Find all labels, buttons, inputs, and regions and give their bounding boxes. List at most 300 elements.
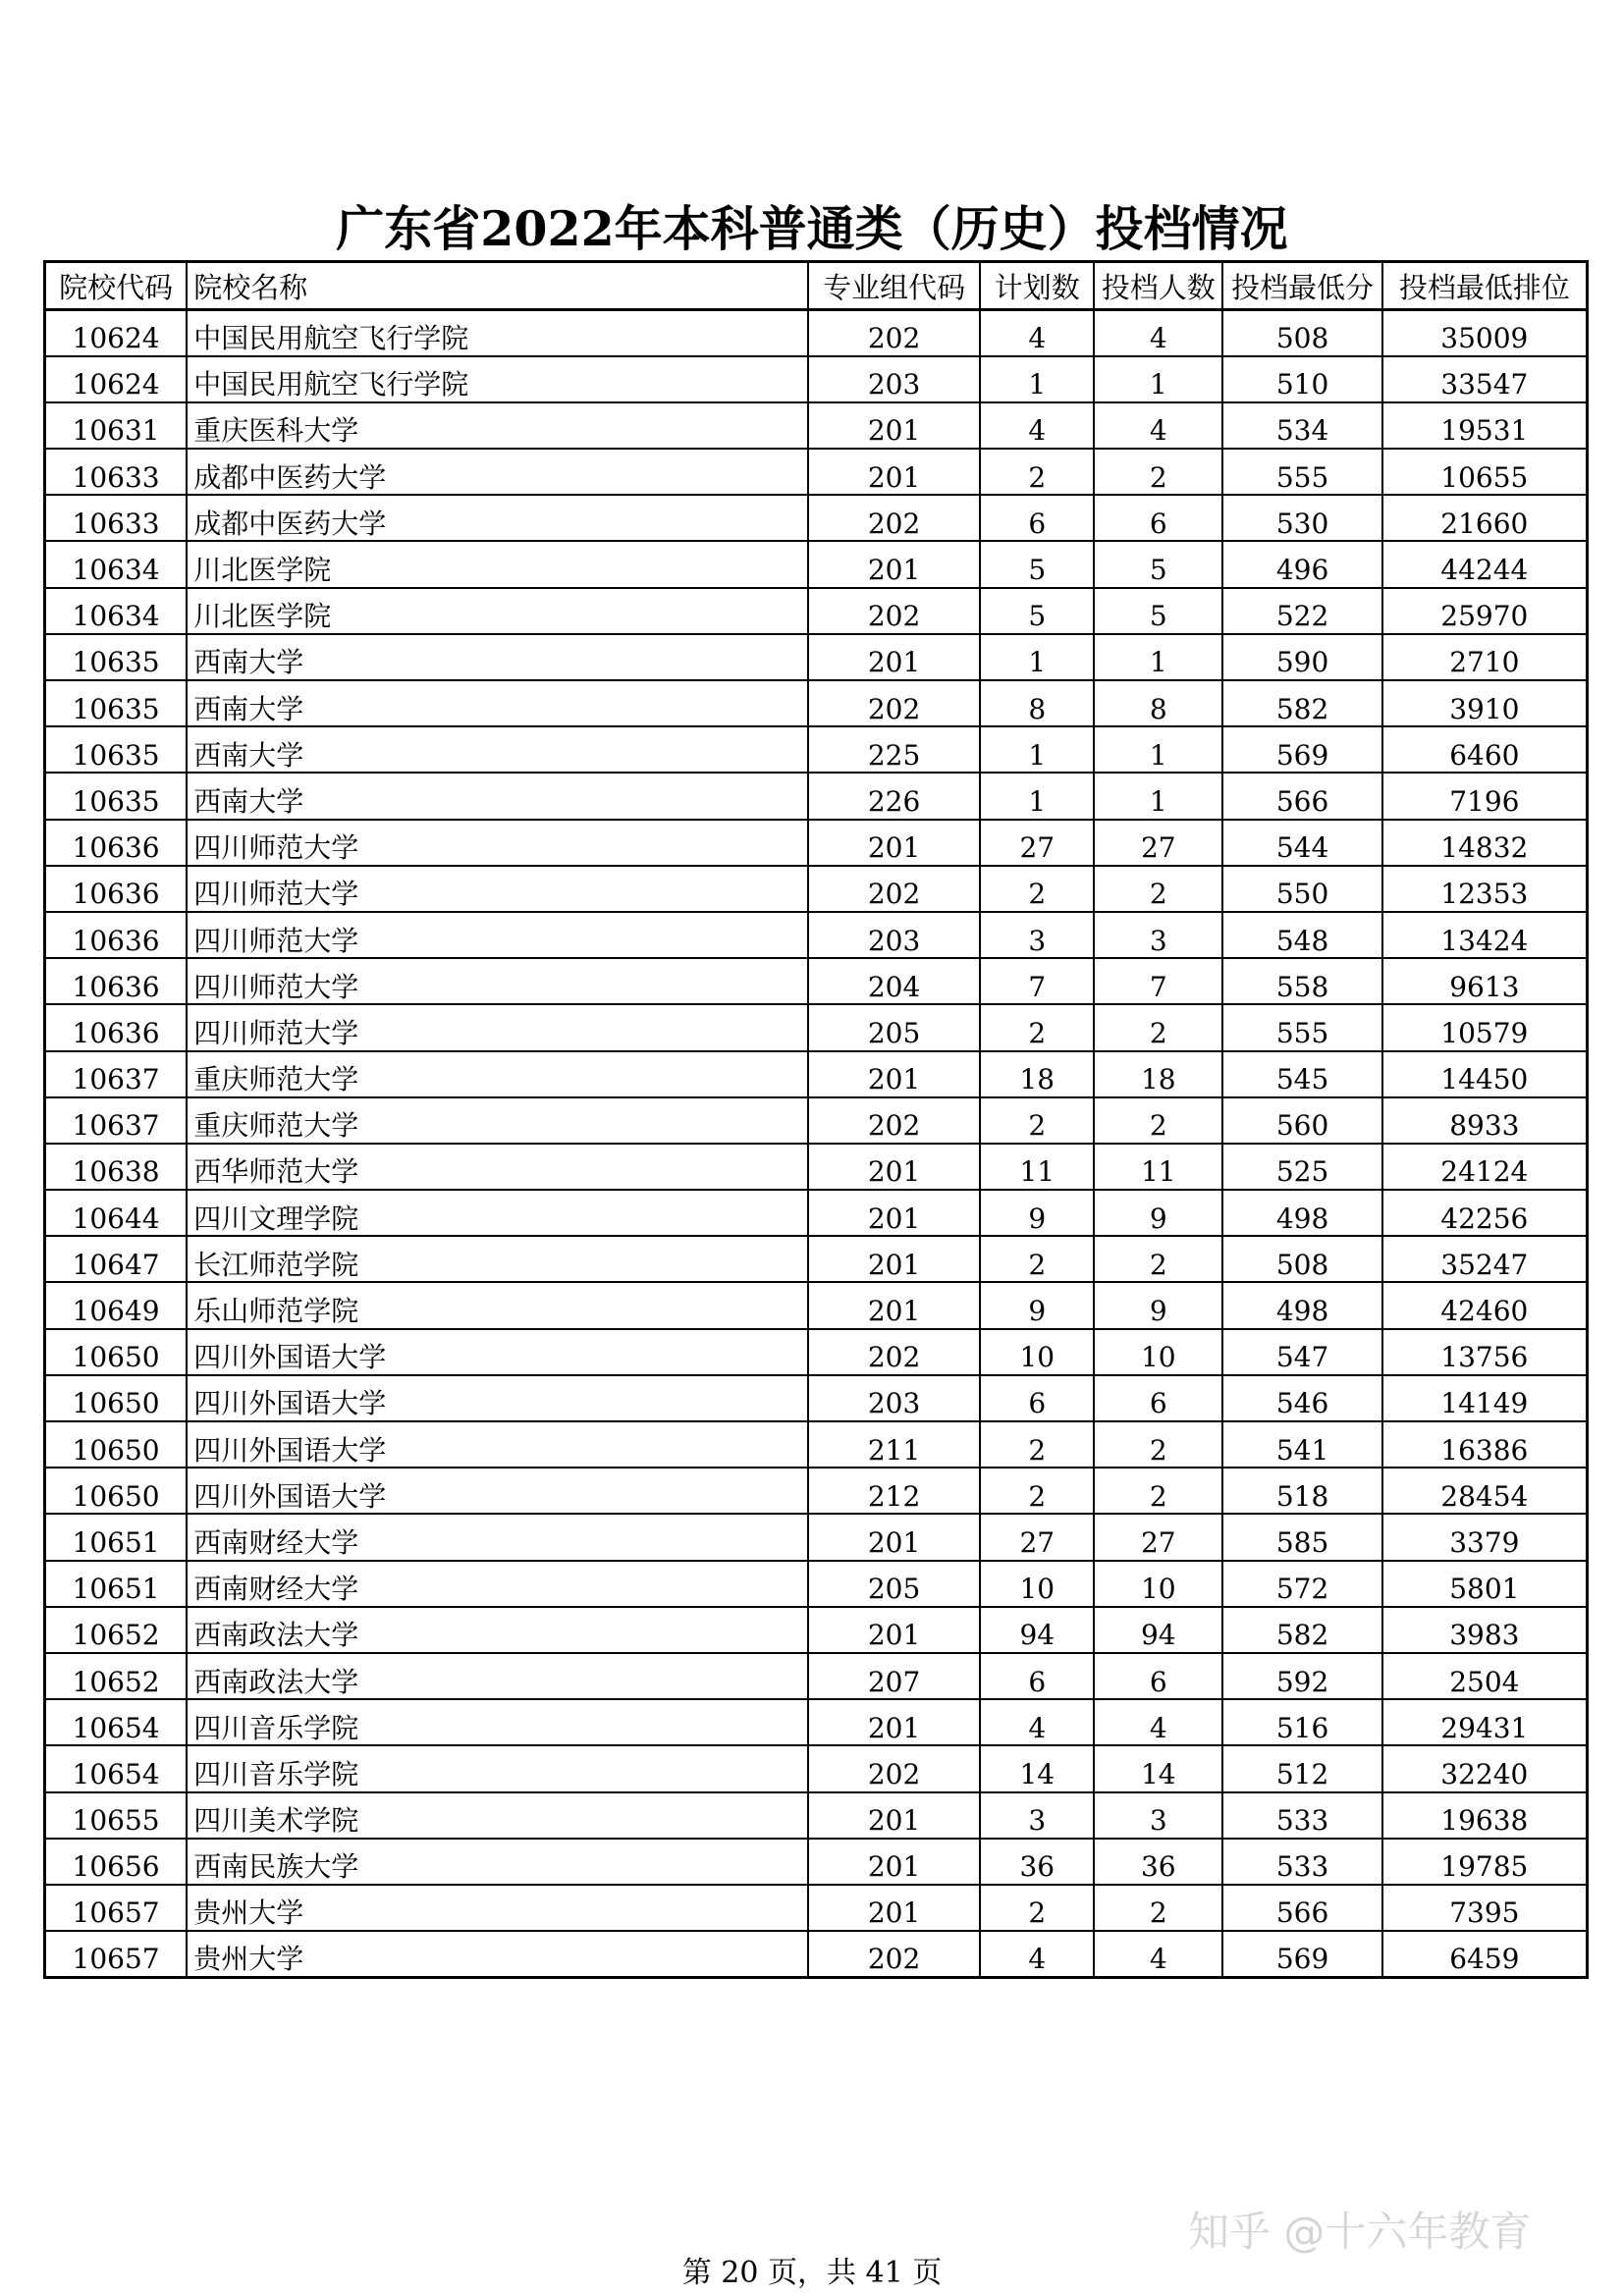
cell-min-rank: 44244 — [1382, 541, 1588, 587]
cell-plan-count: 8 — [980, 680, 1094, 726]
cell-school-code: 10634 — [45, 588, 188, 634]
cell-school-code: 10657 — [45, 1885, 188, 1931]
cell-min-rank: 28454 — [1382, 1468, 1588, 1514]
cell-school-code: 10650 — [45, 1375, 188, 1421]
cell-admitted-count: 18 — [1094, 1051, 1222, 1097]
cell-admitted-count: 1 — [1094, 634, 1222, 680]
cell-min-rank: 19785 — [1382, 1839, 1588, 1885]
cell-group-code: 201 — [808, 1190, 981, 1236]
cell-admitted-count: 3 — [1094, 912, 1222, 958]
cell-min-score: 533 — [1222, 1839, 1381, 1885]
table-row — [45, 495, 1588, 541]
cell-admitted-count: 9 — [1094, 1190, 1222, 1236]
header-school-name: 院校名称 — [187, 262, 808, 310]
cell-min-rank: 42460 — [1382, 1282, 1588, 1328]
table-body — [45, 310, 1588, 1978]
cell-group-code: 226 — [808, 773, 981, 819]
cell-school-code: 10634 — [45, 541, 188, 587]
cell-min-score: 525 — [1222, 1144, 1381, 1190]
cell-min-rank: 8933 — [1382, 1097, 1588, 1144]
cell-min-rank: 29431 — [1382, 1699, 1588, 1745]
cell-min-rank: 13424 — [1382, 912, 1588, 958]
cell-school-name: 成都中医药大学 — [187, 449, 808, 495]
cell-school-name: 重庆师范大学 — [187, 1051, 808, 1097]
cell-school-code: 10656 — [45, 1839, 188, 1885]
cell-school-name: 乐山师范学院 — [187, 1282, 808, 1328]
cell-school-name: 四川师范大学 — [187, 912, 808, 958]
cell-plan-count: 5 — [980, 541, 1094, 587]
cell-min-score: 566 — [1222, 773, 1381, 819]
cell-group-code: 225 — [808, 726, 981, 773]
cell-group-code: 201 — [808, 1699, 981, 1745]
cell-plan-count: 4 — [980, 402, 1094, 449]
cell-plan-count: 18 — [980, 1051, 1094, 1097]
cell-min-rank: 10579 — [1382, 1004, 1588, 1050]
cell-plan-count: 1 — [980, 773, 1094, 819]
cell-plan-count: 5 — [980, 588, 1094, 634]
cell-admitted-count: 10 — [1094, 1561, 1222, 1607]
cell-group-code: 201 — [808, 1885, 981, 1931]
cell-group-code: 203 — [808, 356, 981, 402]
cell-min-rank: 7196 — [1382, 773, 1588, 819]
cell-plan-count: 10 — [980, 1329, 1094, 1375]
cell-admitted-count: 2 — [1094, 1885, 1222, 1931]
cell-plan-count: 10 — [980, 1561, 1094, 1607]
cell-min-score: 508 — [1222, 310, 1381, 356]
cell-min-rank: 14149 — [1382, 1375, 1588, 1421]
cell-group-code: 201 — [808, 1282, 981, 1328]
cell-min-rank: 7395 — [1382, 1885, 1588, 1931]
cell-min-score: 530 — [1222, 495, 1381, 541]
cell-min-score: 572 — [1222, 1561, 1381, 1607]
cell-group-code: 201 — [808, 1792, 981, 1839]
cell-school-name: 西南大学 — [187, 634, 808, 680]
cell-plan-count: 6 — [980, 1375, 1094, 1421]
table-row — [45, 1931, 1588, 1977]
cell-min-rank: 25970 — [1382, 588, 1588, 634]
cell-admitted-count: 36 — [1094, 1839, 1222, 1885]
admission-table — [43, 260, 1589, 1979]
cell-min-rank: 2504 — [1382, 1653, 1588, 1699]
cell-school-name: 四川师范大学 — [187, 958, 808, 1004]
cell-min-rank: 35247 — [1382, 1236, 1588, 1282]
cell-school-name: 西南民族大学 — [187, 1839, 808, 1885]
cell-group-code: 202 — [808, 680, 981, 726]
cell-min-rank: 14450 — [1382, 1051, 1588, 1097]
cell-admitted-count: 6 — [1094, 1375, 1222, 1421]
cell-school-code: 10633 — [45, 495, 188, 541]
table-row — [45, 1375, 1588, 1421]
cell-min-rank: 12353 — [1382, 866, 1588, 912]
cell-school-code: 10644 — [45, 1190, 188, 1236]
cell-min-rank: 13756 — [1382, 1329, 1588, 1375]
cell-school-name: 西南大学 — [187, 773, 808, 819]
table-row — [45, 1329, 1588, 1375]
cell-min-rank: 19531 — [1382, 402, 1588, 449]
table-row — [45, 1144, 1588, 1190]
table-row — [45, 634, 1588, 680]
cell-group-code: 212 — [808, 1468, 981, 1514]
cell-admitted-count: 2 — [1094, 1421, 1222, 1468]
cell-school-name: 四川外国语大学 — [187, 1421, 808, 1468]
header-school-code: 院校代码 — [45, 262, 188, 310]
cell-plan-count: 2 — [980, 1421, 1094, 1468]
table-row — [45, 449, 1588, 495]
cell-school-code: 10636 — [45, 958, 188, 1004]
cell-min-rank: 14832 — [1382, 820, 1588, 866]
cell-school-code: 10635 — [45, 773, 188, 819]
table-row — [45, 1468, 1588, 1514]
header-group-code: 专业组代码 — [808, 262, 981, 310]
cell-admitted-count: 94 — [1094, 1607, 1222, 1653]
cell-plan-count: 2 — [980, 1885, 1094, 1931]
cell-min-score: 533 — [1222, 1792, 1381, 1839]
cell-plan-count: 2 — [980, 1097, 1094, 1144]
cell-plan-count: 4 — [980, 310, 1094, 356]
cell-group-code: 202 — [808, 1097, 981, 1144]
cell-school-code: 10624 — [45, 356, 188, 402]
cell-school-name: 贵州大学 — [187, 1885, 808, 1931]
cell-plan-count: 2 — [980, 866, 1094, 912]
cell-school-name: 四川音乐学院 — [187, 1745, 808, 1791]
cell-min-rank: 24124 — [1382, 1144, 1588, 1190]
cell-school-code: 10657 — [45, 1931, 188, 1977]
cell-school-code: 10636 — [45, 1004, 188, 1050]
table-row — [45, 356, 1588, 402]
page-number: 第 20 页，共 41 页 — [681, 2256, 943, 2290]
table-row — [45, 1699, 1588, 1745]
cell-min-score: 508 — [1222, 1236, 1381, 1282]
cell-plan-count: 2 — [980, 1468, 1094, 1514]
table-row — [45, 1839, 1588, 1885]
cell-plan-count: 36 — [980, 1839, 1094, 1885]
page-title: 广东省2022年本科普通类（历史）投档情况 — [336, 200, 1288, 257]
cell-plan-count: 4 — [980, 1699, 1094, 1745]
cell-min-score: 548 — [1222, 912, 1381, 958]
cell-school-code: 10636 — [45, 820, 188, 866]
cell-group-code: 202 — [808, 588, 981, 634]
cell-min-rank: 42256 — [1382, 1190, 1588, 1236]
cell-min-rank: 35009 — [1382, 310, 1588, 356]
cell-plan-count: 1 — [980, 726, 1094, 773]
cell-min-score: 496 — [1222, 541, 1381, 587]
cell-min-rank: 5801 — [1382, 1561, 1588, 1607]
cell-min-score: 555 — [1222, 1004, 1381, 1050]
cell-group-code: 201 — [808, 1839, 981, 1885]
cell-group-code: 201 — [808, 541, 981, 587]
cell-school-code: 10650 — [45, 1421, 188, 1468]
cell-plan-count: 2 — [980, 449, 1094, 495]
cell-min-score: 498 — [1222, 1190, 1381, 1236]
cell-group-code: 203 — [808, 1375, 981, 1421]
cell-admitted-count: 4 — [1094, 310, 1222, 356]
cell-school-code: 10649 — [45, 1282, 188, 1328]
cell-school-name: 四川外国语大学 — [187, 1329, 808, 1375]
cell-plan-count: 2 — [980, 1004, 1094, 1050]
cell-school-name: 四川外国语大学 — [187, 1375, 808, 1421]
table-row — [45, 541, 1588, 587]
cell-school-name: 重庆师范大学 — [187, 1097, 808, 1144]
table-row — [45, 820, 1588, 866]
cell-min-rank: 9613 — [1382, 958, 1588, 1004]
cell-min-rank: 3983 — [1382, 1607, 1588, 1653]
cell-school-code: 10638 — [45, 1144, 188, 1190]
cell-school-name: 川北医学院 — [187, 588, 808, 634]
cell-school-name: 贵州大学 — [187, 1931, 808, 1977]
cell-school-code: 10637 — [45, 1051, 188, 1097]
cell-school-name: 西南大学 — [187, 680, 808, 726]
table-row — [45, 402, 1588, 449]
header-min-score: 投档最低分 — [1222, 262, 1381, 310]
cell-school-name: 四川师范大学 — [187, 820, 808, 866]
table-row — [45, 1051, 1588, 1097]
cell-group-code: 202 — [808, 1931, 981, 1977]
cell-school-code: 10651 — [45, 1514, 188, 1560]
cell-school-code: 10651 — [45, 1561, 188, 1607]
cell-min-score: 534 — [1222, 402, 1381, 449]
cell-min-score: 516 — [1222, 1699, 1381, 1745]
table-row — [45, 1792, 1588, 1839]
cell-min-score: 547 — [1222, 1329, 1381, 1375]
cell-min-rank: 10655 — [1382, 449, 1588, 495]
cell-school-code: 10647 — [45, 1236, 188, 1282]
cell-plan-count: 1 — [980, 634, 1094, 680]
table-row — [45, 588, 1588, 634]
cell-min-rank: 19638 — [1382, 1792, 1588, 1839]
cell-group-code: 202 — [808, 495, 981, 541]
cell-group-code: 202 — [808, 310, 981, 356]
table-row — [45, 310, 1588, 356]
cell-plan-count: 3 — [980, 1792, 1094, 1839]
cell-group-code: 201 — [808, 1514, 981, 1560]
cell-min-rank: 16386 — [1382, 1421, 1588, 1468]
cell-school-name: 重庆医科大学 — [187, 402, 808, 449]
header-admitted-count: 投档人数 — [1094, 262, 1222, 310]
cell-min-rank: 2710 — [1382, 634, 1588, 680]
cell-plan-count: 11 — [980, 1144, 1094, 1190]
cell-plan-count: 4 — [980, 1931, 1094, 1977]
cell-school-name: 西南大学 — [187, 726, 808, 773]
cell-group-code: 205 — [808, 1004, 981, 1050]
cell-group-code: 203 — [808, 912, 981, 958]
cell-school-code: 10635 — [45, 726, 188, 773]
cell-admitted-count: 4 — [1094, 1931, 1222, 1977]
table-row — [45, 1282, 1588, 1328]
cell-admitted-count: 4 — [1094, 1699, 1222, 1745]
cell-admitted-count: 3 — [1094, 1792, 1222, 1839]
cell-min-score: 544 — [1222, 820, 1381, 866]
cell-school-name: 四川师范大学 — [187, 1004, 808, 1050]
cell-min-score: 545 — [1222, 1051, 1381, 1097]
cell-min-score: 590 — [1222, 634, 1381, 680]
cell-min-score: 569 — [1222, 726, 1381, 773]
cell-school-name: 西南财经大学 — [187, 1561, 808, 1607]
cell-group-code: 201 — [808, 634, 981, 680]
cell-min-score: 522 — [1222, 588, 1381, 634]
cell-school-code: 10636 — [45, 866, 188, 912]
table-header-row — [45, 262, 1588, 310]
table-row — [45, 680, 1588, 726]
cell-school-name: 长江师范学院 — [187, 1236, 808, 1282]
cell-min-score: 512 — [1222, 1745, 1381, 1791]
cell-group-code: 202 — [808, 1745, 981, 1791]
cell-min-score: 546 — [1222, 1375, 1381, 1421]
cell-school-name: 成都中医药大学 — [187, 495, 808, 541]
cell-plan-count: 27 — [980, 1514, 1094, 1560]
table-row — [45, 1561, 1588, 1607]
cell-group-code: 201 — [808, 1051, 981, 1097]
cell-admitted-count: 2 — [1094, 866, 1222, 912]
cell-admitted-count: 1 — [1094, 726, 1222, 773]
cell-plan-count: 2 — [980, 1236, 1094, 1282]
cell-admitted-count: 7 — [1094, 958, 1222, 1004]
cell-school-name: 西南政法大学 — [187, 1653, 808, 1699]
cell-group-code: 204 — [808, 958, 981, 1004]
cell-admitted-count: 4 — [1094, 402, 1222, 449]
cell-admitted-count: 8 — [1094, 680, 1222, 726]
table-row — [45, 1653, 1588, 1699]
cell-group-code: 202 — [808, 866, 981, 912]
cell-school-name: 西华师范大学 — [187, 1144, 808, 1190]
cell-group-code: 211 — [808, 1421, 981, 1468]
table-row — [45, 1190, 1588, 1236]
cell-plan-count: 7 — [980, 958, 1094, 1004]
cell-school-code: 10636 — [45, 912, 188, 958]
cell-school-code: 10652 — [45, 1607, 188, 1653]
cell-group-code: 207 — [808, 1653, 981, 1699]
cell-min-score: 558 — [1222, 958, 1381, 1004]
cell-school-code: 10633 — [45, 449, 188, 495]
table-row — [45, 1097, 1588, 1144]
cell-plan-count: 9 — [980, 1282, 1094, 1328]
cell-admitted-count: 2 — [1094, 449, 1222, 495]
cell-group-code: 201 — [808, 1236, 981, 1282]
cell-school-code: 10635 — [45, 634, 188, 680]
cell-group-code: 201 — [808, 820, 981, 866]
cell-school-code: 10650 — [45, 1329, 188, 1375]
cell-admitted-count: 5 — [1094, 588, 1222, 634]
cell-min-score: 560 — [1222, 1097, 1381, 1144]
cell-admitted-count: 6 — [1094, 495, 1222, 541]
cell-min-score: 569 — [1222, 1931, 1381, 1977]
cell-school-name: 四川师范大学 — [187, 866, 808, 912]
cell-admitted-count: 5 — [1094, 541, 1222, 587]
cell-min-rank: 3910 — [1382, 680, 1588, 726]
cell-school-name: 中国民用航空飞行学院 — [187, 356, 808, 402]
table-row — [45, 1236, 1588, 1282]
cell-min-score: 498 — [1222, 1282, 1381, 1328]
cell-min-rank: 33547 — [1382, 356, 1588, 402]
cell-plan-count: 6 — [980, 495, 1094, 541]
table-row — [45, 726, 1588, 773]
table-row — [45, 1004, 1588, 1050]
cell-admitted-count: 6 — [1094, 1653, 1222, 1699]
cell-min-score: 585 — [1222, 1514, 1381, 1560]
cell-school-code: 10654 — [45, 1699, 188, 1745]
cell-min-rank: 3379 — [1382, 1514, 1588, 1560]
cell-min-score: 541 — [1222, 1421, 1381, 1468]
cell-school-name: 四川外国语大学 — [187, 1468, 808, 1514]
cell-min-score: 518 — [1222, 1468, 1381, 1514]
cell-school-code: 10637 — [45, 1097, 188, 1144]
cell-school-code: 10624 — [45, 310, 188, 356]
table-row — [45, 1514, 1588, 1560]
cell-school-name: 川北医学院 — [187, 541, 808, 587]
cell-admitted-count: 1 — [1094, 356, 1222, 402]
cell-group-code: 201 — [808, 1144, 981, 1190]
cell-group-code: 202 — [808, 1329, 981, 1375]
cell-school-name: 西南财经大学 — [187, 1514, 808, 1560]
table-row — [45, 1745, 1588, 1791]
table-row — [45, 1607, 1588, 1653]
table-row — [45, 866, 1588, 912]
cell-min-score: 555 — [1222, 449, 1381, 495]
cell-group-code: 201 — [808, 449, 981, 495]
cell-group-code: 201 — [808, 402, 981, 449]
cell-school-name: 四川音乐学院 — [187, 1699, 808, 1745]
cell-plan-count: 94 — [980, 1607, 1094, 1653]
cell-admitted-count: 27 — [1094, 820, 1222, 866]
watermark: 知乎 @十六年教育 — [1188, 2208, 1532, 2256]
cell-plan-count: 14 — [980, 1745, 1094, 1791]
cell-school-code: 10652 — [45, 1653, 188, 1699]
table-row — [45, 1885, 1588, 1931]
cell-school-code: 10635 — [45, 680, 188, 726]
cell-admitted-count: 2 — [1094, 1097, 1222, 1144]
cell-min-score: 582 — [1222, 680, 1381, 726]
cell-school-code: 10650 — [45, 1468, 188, 1514]
cell-min-rank: 6459 — [1382, 1931, 1588, 1977]
cell-school-name: 四川文理学院 — [187, 1190, 808, 1236]
table-row — [45, 1421, 1588, 1468]
cell-school-name: 西南政法大学 — [187, 1607, 808, 1653]
cell-school-name: 四川美术学院 — [187, 1792, 808, 1839]
cell-plan-count: 1 — [980, 356, 1094, 402]
cell-admitted-count: 10 — [1094, 1329, 1222, 1375]
cell-plan-count: 6 — [980, 1653, 1094, 1699]
cell-admitted-count: 9 — [1094, 1282, 1222, 1328]
cell-min-score: 582 — [1222, 1607, 1381, 1653]
cell-min-score: 510 — [1222, 356, 1381, 402]
cell-admitted-count: 11 — [1094, 1144, 1222, 1190]
table-row — [45, 912, 1588, 958]
cell-school-code: 10655 — [45, 1792, 188, 1839]
header-min-rank: 投档最低排位 — [1382, 262, 1588, 310]
cell-plan-count: 9 — [980, 1190, 1094, 1236]
cell-school-code: 10631 — [45, 402, 188, 449]
cell-min-rank: 21660 — [1382, 495, 1588, 541]
cell-plan-count: 27 — [980, 820, 1094, 866]
cell-admitted-count: 2 — [1094, 1468, 1222, 1514]
cell-group-code: 201 — [808, 1607, 981, 1653]
cell-plan-count: 3 — [980, 912, 1094, 958]
cell-min-score: 566 — [1222, 1885, 1381, 1931]
header-plan-count: 计划数 — [980, 262, 1094, 310]
cell-min-score: 592 — [1222, 1653, 1381, 1699]
cell-admitted-count: 2 — [1094, 1236, 1222, 1282]
cell-admitted-count: 2 — [1094, 1004, 1222, 1050]
cell-admitted-count: 14 — [1094, 1745, 1222, 1791]
cell-admitted-count: 1 — [1094, 773, 1222, 819]
table-row — [45, 958, 1588, 1004]
cell-min-rank: 6460 — [1382, 726, 1588, 773]
cell-admitted-count: 27 — [1094, 1514, 1222, 1560]
cell-min-score: 550 — [1222, 866, 1381, 912]
cell-school-code: 10654 — [45, 1745, 188, 1791]
cell-min-rank: 32240 — [1382, 1745, 1588, 1791]
cell-group-code: 205 — [808, 1561, 981, 1607]
cell-school-name: 中国民用航空飞行学院 — [187, 310, 808, 356]
